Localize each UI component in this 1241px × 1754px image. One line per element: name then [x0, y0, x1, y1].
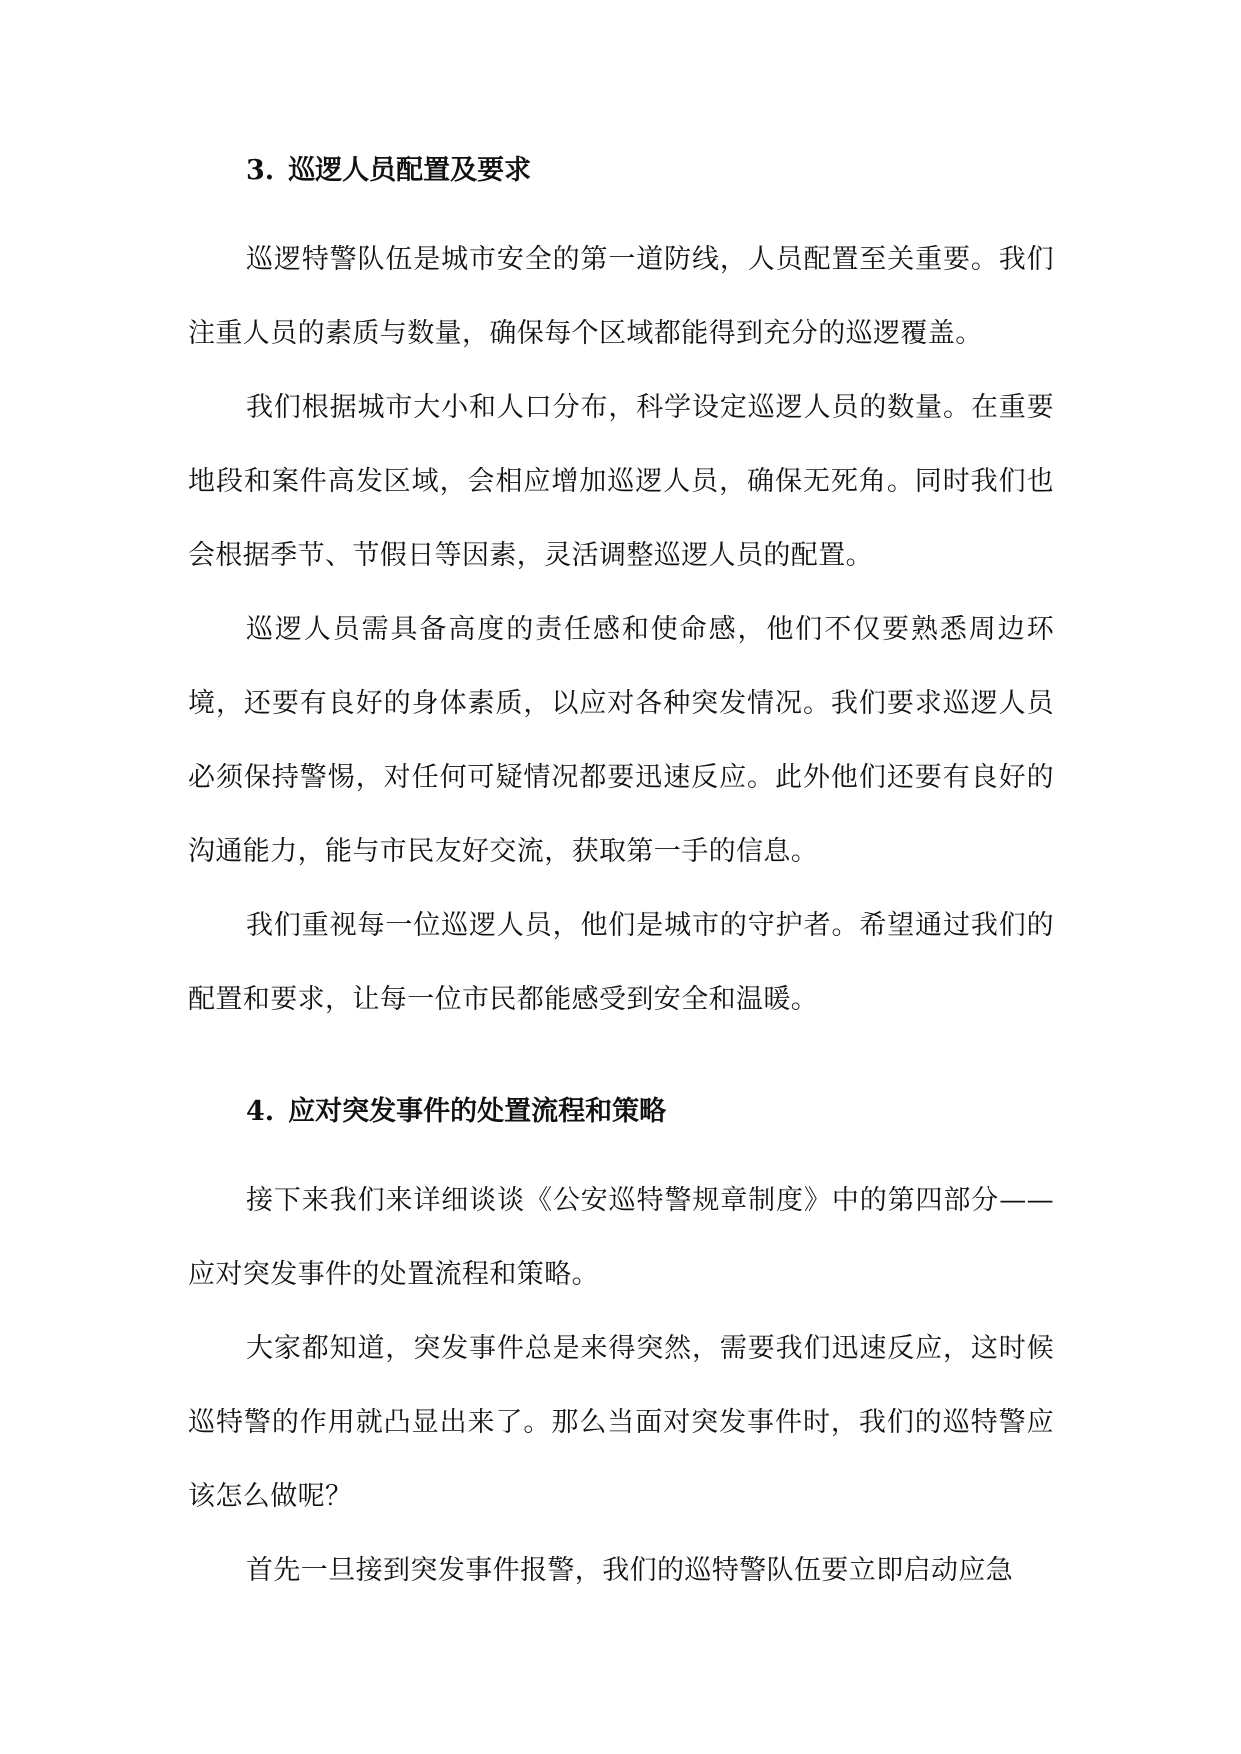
paragraph: 巡逻特警队伍是城市安全的第一道防线，人员配置至关重要。我们注重人员的素质与数量，确保每个区域都能得到充分的巡逻覆盖。: [188, 244, 1054, 349]
section-number: 4.: [246, 1096, 275, 1127]
section-emergency-procedures: [188, 1092, 1054, 1608]
section-body: [188, 1164, 1054, 1608]
section-number: 3.: [246, 155, 275, 186]
section-personnel-configuration: [188, 151, 1054, 1037]
section-title: 应对突发事件的处置流程和策略: [288, 1096, 667, 1127]
section-title: 巡逻人员配置及要求: [288, 155, 532, 186]
paragraph: 首先一旦接到突发事件报警，我们的巡特警队伍要立即启动应急: [246, 1555, 1014, 1586]
section-heading: [188, 1092, 1054, 1132]
paragraph: 巡逻人员需具备高度的责任感和使命感，他们不仅要熟悉周边环境，还要有良好的身体素质，以应对各种突发情况。我们要求巡逻人员必须保持警惕，对任何可疑情况都要迅速反应。此外他们还要有良好的沟通能力，能与市民友好交流，获取第一手的信息。: [188, 614, 1054, 867]
section-body: [188, 223, 1054, 1037]
paragraph: 我们根据城市大小和人口分布，科学设定巡逻人员的数量。在重要地段和案件高发区域，会相应增加巡逻人员，确保无死角。同时我们也会根据季节、节假日等因素，灵活调整巡逻人员的配置。: [188, 392, 1054, 571]
paragraph: 我们重视每一位巡逻人员，他们是城市的守护者。希望通过我们的配置和要求，让每一位市民都能感受到安全和温暖。: [188, 910, 1054, 1015]
paragraph: 大家都知道，突发事件总是来得突然，需要我们迅速反应，这时候巡特警的作用就凸显出来了。那么当面对突发事件时，我们的巡特警应该怎么做呢？: [188, 1333, 1054, 1512]
paragraph: 接下来我们来详细谈谈《公安巡特警规章制度》中的第四部分——应对突发事件的处置流程和策略。: [188, 1185, 1054, 1290]
section-heading: [188, 151, 1054, 191]
